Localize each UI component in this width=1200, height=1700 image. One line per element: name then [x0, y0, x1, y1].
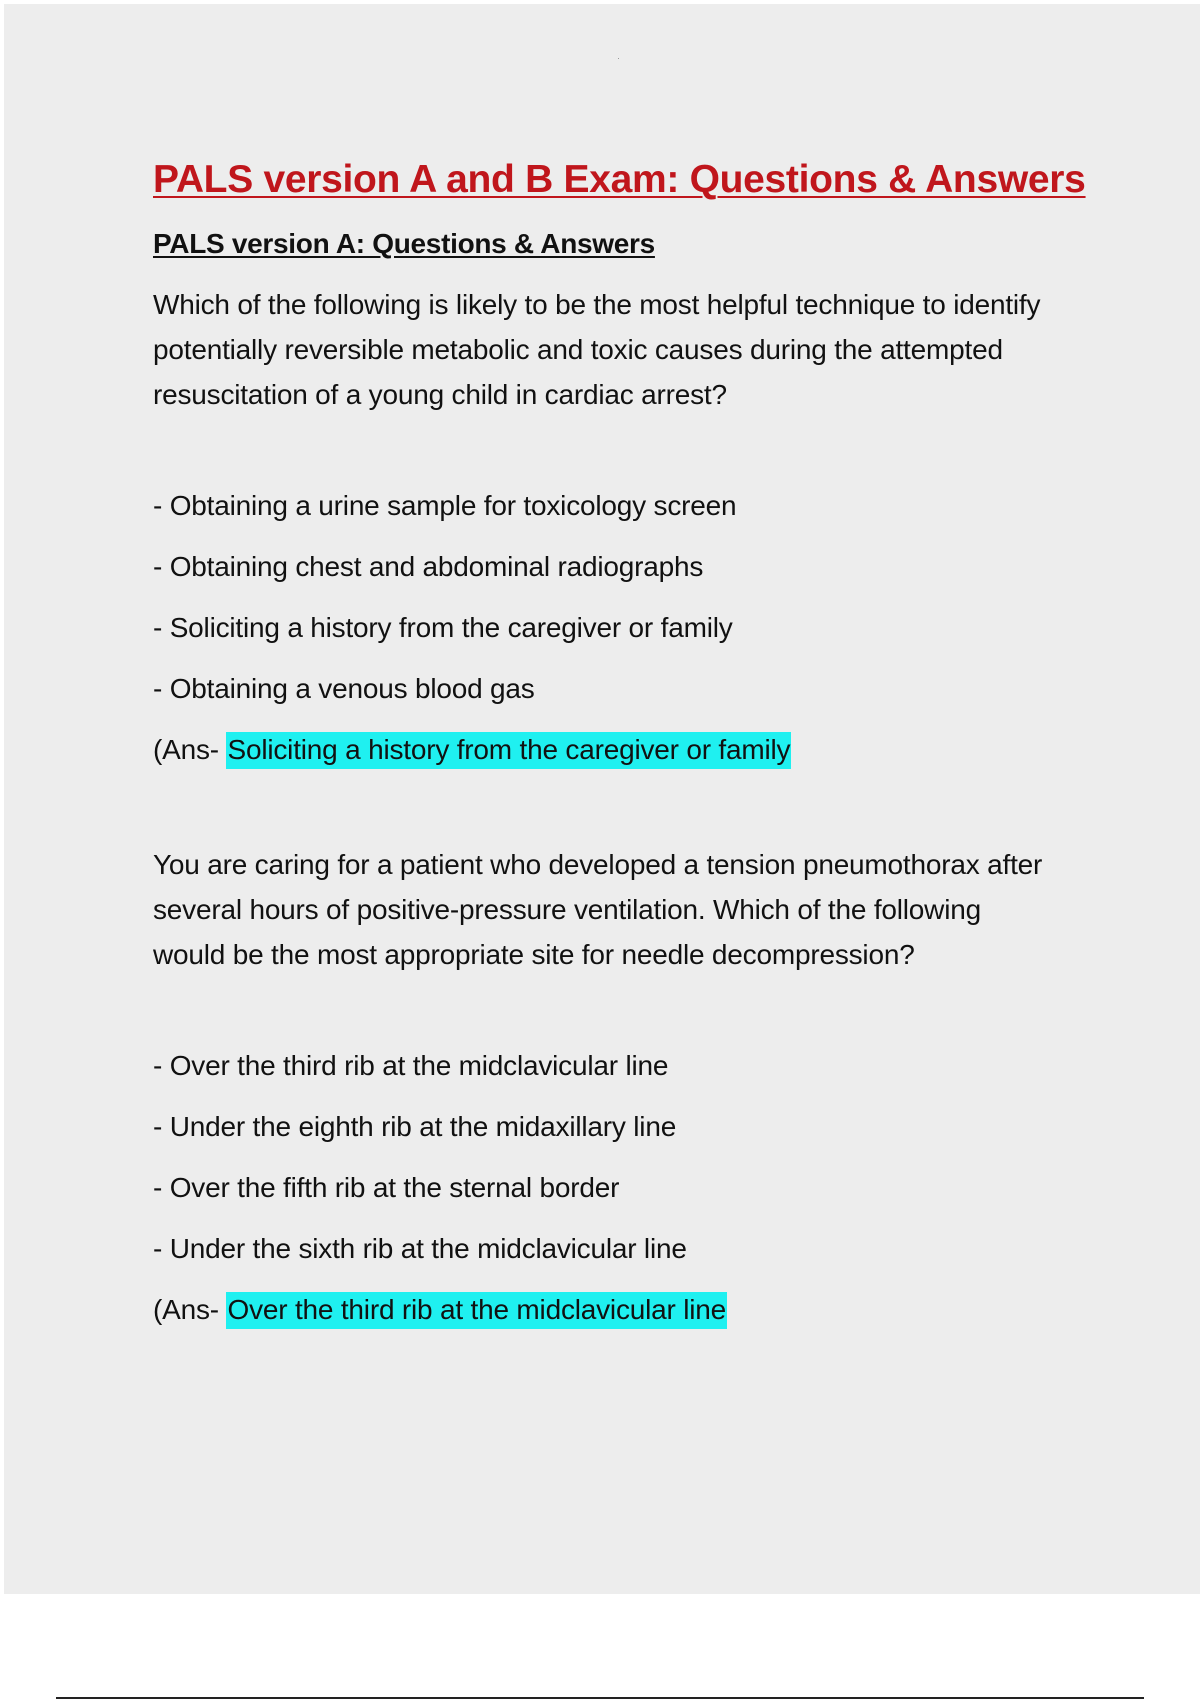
section-heading: PALS version A: Questions & Answers: [153, 228, 655, 259]
answer-prefix: (Ans-: [153, 734, 227, 765]
option-item: - Obtaining a venous blood gas: [153, 673, 535, 704]
question-text: Which of the following is likely to be the most helpful technique to identify potentially reversible metabolic and toxic causes during the attempted resuscitation of a young child in cardiac arrest?: [153, 289, 1041, 410]
option-item: - Over the third rib at the midclavicular line: [153, 1050, 669, 1081]
question-block: [153, 282, 1053, 767]
option-item: - Obtaining a urine sample for toxicology screen: [153, 490, 737, 521]
document-title: PALS version A and B Exam: Questions & Answers: [153, 158, 1086, 201]
question-text: You are caring for a patient who developed a tension pneumothorax after several hours of positive-pressure ventilation. Which of the following would be the most appropriate site for needle decompression?: [153, 849, 1043, 970]
question-block: [153, 842, 1053, 1327]
option-item: - Soliciting a history from the caregiver or family: [153, 612, 733, 643]
option-item: - Over the fifth rib at the sternal border: [153, 1172, 620, 1203]
page-speck: [618, 58, 619, 59]
option-item: - Obtaining chest and abdominal radiographs: [153, 551, 704, 582]
footer-divider: [56, 1697, 1144, 1699]
answer-prefix: (Ans-: [153, 1294, 227, 1325]
answer-line: [153, 1293, 1053, 1327]
option-list: [153, 1049, 1053, 1266]
option-list: [153, 489, 1053, 706]
option-item: - Under the sixth rib at the midclavicular line: [153, 1233, 687, 1264]
answer-highlight: Over the third rib at the midclavicular line: [226, 1292, 727, 1329]
answer-line: [153, 733, 1053, 767]
document-content: [153, 154, 1086, 1327]
answer-highlight: Soliciting a history from the caregiver or family: [226, 732, 791, 769]
document-page: [4, 4, 1200, 1594]
option-item: - Under the eighth rib at the midaxillary line: [153, 1111, 677, 1142]
